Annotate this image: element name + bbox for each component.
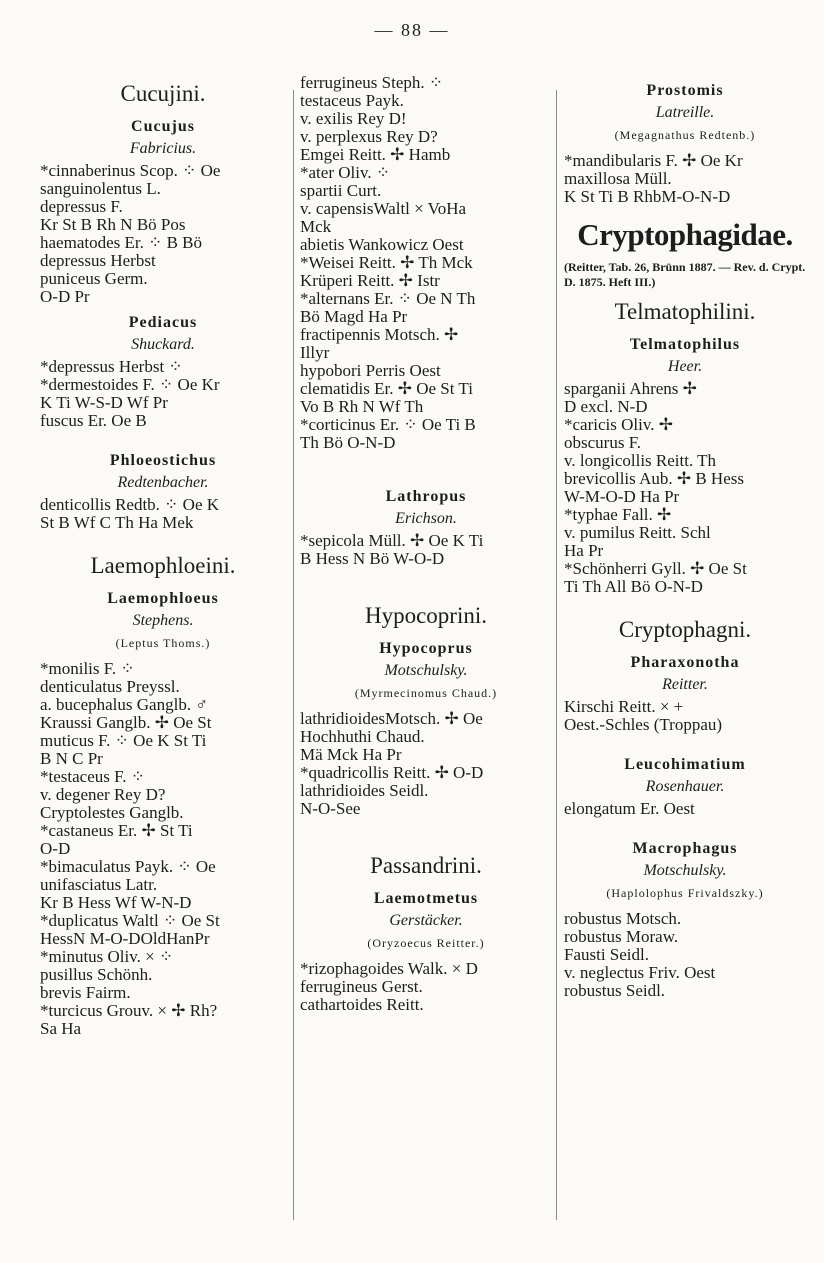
species-line: ferrugineus Steph. ⁘ — [300, 73, 444, 92]
species-line: O-D Pr — [40, 287, 90, 306]
species-line: Kr B Hess Wf W-N-D — [40, 893, 192, 912]
page-number: — 88 — — [374, 20, 450, 40]
column-rule-2 — [556, 90, 557, 1220]
genus-macrophagus: Macrophagus — [632, 840, 738, 857]
genus-leucohimatium: Leucohimatium — [624, 756, 746, 773]
species-line: maxillosa Müll. — [564, 169, 672, 188]
genus-author: Motschulsky. — [643, 862, 727, 879]
species-line: robustus Moraw. — [564, 927, 679, 946]
species-list — [564, 910, 806, 1000]
species-list — [564, 380, 806, 596]
species-line: *corticinus Er. ⁘ Oe Ti B — [300, 415, 476, 434]
species-list — [564, 800, 806, 818]
species-list — [300, 74, 552, 452]
species-line: Ti Th All Bö O-N-D — [564, 577, 703, 596]
genus-synonym: (Leptus Thoms.) — [115, 636, 211, 650]
species-list — [40, 358, 286, 430]
species-line: Illyr — [300, 343, 330, 362]
genus-author: Heer. — [667, 358, 703, 375]
species-line: Cryptolestes Ganglb. — [40, 803, 184, 822]
species-list — [564, 698, 806, 734]
genus-author: Shuckard. — [131, 336, 195, 353]
species-line: *turcicus Grouv. × ✢ Rh? — [40, 1001, 218, 1020]
genus-pediacus: Pediacus — [128, 314, 198, 331]
species-line: *testaceus F. ⁘ — [40, 767, 145, 786]
genus-synonym: (Haplolophus Frivaldszky.) — [606, 886, 764, 900]
species-line: denticollis Redtb. ⁘ Oe K — [40, 495, 220, 514]
tribe-cucujini: Cucujini. — [120, 81, 206, 106]
tribe-laemophloeini: Laemophloeini. — [90, 553, 236, 578]
species-line: Hochhuthi Chaud. — [300, 727, 425, 746]
genus-pharaxonotha: Pharaxonotha — [630, 654, 740, 671]
column-1 — [40, 74, 286, 1038]
genus-author: Redtenbacher. — [117, 474, 209, 491]
species-line: *monilis F. ⁘ — [40, 659, 135, 678]
species-line: brevicollis Aub. ✢ B Hess — [564, 469, 744, 488]
species-line: D excl. N-D — [564, 397, 648, 416]
column-rule-1 — [293, 90, 294, 1220]
family-reference: (Reitter, Tab. 26, Brünn 1887. — Rev. d. Crypt. D. 1875. Heft III.) — [564, 260, 806, 289]
species-line: *depressus Herbst ⁘ — [40, 357, 183, 376]
species-line: unifasciatus Latr. — [40, 875, 158, 894]
species-list — [564, 152, 806, 206]
species-line: *Schönherri Gyll. ✢ Oe St — [564, 559, 747, 578]
species-line: lathridioidesMotsch. ✢ Oe — [300, 709, 483, 728]
species-line: robustus Motsch. — [564, 909, 682, 928]
column-3 — [564, 74, 806, 1000]
species-line: K Ti W-S-D Wf Pr — [40, 393, 168, 412]
genus-author: Gerstäcker. — [389, 912, 463, 929]
species-line: hypobori Perris Oest — [300, 361, 441, 380]
tribe-telmatophilini: Telmatophilini. — [614, 299, 756, 324]
species-line: Ha Pr — [564, 541, 604, 560]
genus-synonym: (Megagnathus Redtenb.) — [614, 128, 756, 142]
species-line: Vo B Rh N Wf Th — [300, 397, 424, 416]
species-line: robustus Seidl. — [564, 981, 666, 1000]
genus-phloeostichus: Phloeostichus — [109, 452, 217, 469]
species-line: Th Bö O-N-D — [300, 433, 396, 452]
species-line: W-M-O-D Ha Pr — [564, 487, 680, 506]
genus-lathropus: Lathropus — [385, 488, 467, 505]
species-line: B Hess N Bö W-O-D — [300, 549, 445, 568]
species-line: obscurus F. — [564, 433, 642, 452]
column-2 — [300, 74, 552, 1014]
species-line: Emgei Reitt. ✢ Hamb — [300, 145, 451, 164]
genus-author: Reitter. — [662, 676, 708, 693]
species-line: cathartoides Reitt. — [300, 995, 424, 1014]
genus-author: Erichson. — [395, 510, 457, 527]
species-line: clematidis Er. ✢ Oe St Ti — [300, 379, 473, 398]
genus-author: Latreille. — [655, 104, 715, 121]
species-line: Fausti Seidl. — [564, 945, 650, 964]
species-line: haematodes Er. ⁘ B Bö — [40, 233, 203, 252]
species-line: K St Ti B RhbM-O-N-D — [564, 187, 731, 206]
species-line: Kirschi Reitt. × + — [564, 697, 684, 716]
species-line: pusillus Schönh. — [40, 965, 153, 984]
species-line: *quadricollis Reitt. ✢ O-D — [300, 763, 484, 782]
species-line: St B Wf C Th Ha Mek — [40, 513, 194, 532]
species-line: depressus F. — [40, 197, 123, 216]
species-line: *ater Oliv. ⁘ — [300, 163, 391, 182]
species-line: Kraussi Ganglb. ✢ Oe St — [40, 713, 212, 732]
species-line: Krüperi Reitt. ✢ Istr — [300, 271, 440, 290]
genus-hypocoprus: Hypocoprus — [379, 640, 473, 657]
species-line: Mä Mck Ha Pr — [300, 745, 402, 764]
species-line: O-D — [40, 839, 71, 858]
species-line: *sepicola Müll. ✢ Oe K Ti — [300, 531, 484, 550]
species-line: v. exilis Rey D! — [300, 109, 407, 128]
species-list — [300, 710, 552, 818]
species-line: elongatum Er. Oest — [564, 799, 695, 818]
species-line: muticus F. ⁘ Oe K St Ti — [40, 731, 207, 750]
species-line: *alternans Er. ⁘ Oe N Th — [300, 289, 476, 308]
species-list — [300, 960, 552, 1014]
species-line: v. pumilus Reitt. Schl — [564, 523, 711, 542]
tribe-passandrini: Passandrini. — [370, 853, 482, 878]
species-line: v. neglectus Friv. Oest — [564, 963, 716, 982]
species-line: v. perplexus Rey D? — [300, 127, 438, 146]
species-line: v. longicollis Reitt. Th — [564, 451, 717, 470]
species-line: lathridioides Seidl. — [300, 781, 429, 800]
species-line: fractipennis Motsch. ✢ — [300, 325, 459, 344]
genus-author: Rosenhauer. — [645, 778, 725, 795]
species-line: *bimaculatus Payk. ⁘ Oe — [40, 857, 216, 876]
genus-cucujus: Cucujus — [131, 118, 195, 135]
family-heading: Cryptophagidae. — [577, 217, 793, 252]
genus-author: Fabricius. — [129, 140, 197, 157]
tribe-hypocoprini: Hypocoprini. — [364, 603, 487, 628]
species-line: B N C Pr — [40, 749, 103, 768]
species-line: Mck — [300, 217, 332, 236]
species-line: Kr St B Rh N Bö Pos — [40, 215, 186, 234]
species-line: *castaneus Er. ✢ St Ti — [40, 821, 193, 840]
genus-prostomis: Prostomis — [646, 82, 724, 99]
species-line: puniceus Germ. — [40, 269, 148, 288]
genus-author: Stephens. — [132, 612, 194, 629]
species-line: *cinnaberinus Scop. ⁘ Oe — [40, 161, 221, 180]
species-line: Bö Magd Ha Pr — [300, 307, 408, 326]
species-line: N-O-See — [300, 799, 361, 818]
genus-telmatophilus: Telmatophilus — [629, 336, 741, 353]
species-list — [40, 660, 286, 1038]
species-list — [40, 496, 286, 532]
species-line: abietis Wankowicz Oest — [300, 235, 464, 254]
species-line: denticulatus Preyssl. — [40, 677, 180, 696]
species-line: brevis Fairm. — [40, 983, 131, 1002]
species-line: v. degener Rey D? — [40, 785, 166, 804]
species-line: sanguinolentus L. — [40, 179, 161, 198]
species-line: sparganii Ahrens ✢ — [564, 379, 697, 398]
species-list — [40, 162, 286, 306]
species-line: *duplicatus Waltl ⁘ Oe St — [40, 911, 220, 930]
tribe-cryptophagni: Cryptophagni. — [618, 617, 752, 642]
species-line: a. bucephalus Ganglb. ♂ — [40, 695, 209, 714]
species-line: *caricis Oliv. ✢ — [564, 415, 673, 434]
species-line: *Weisei Reitt. ✢ Th Mck — [300, 253, 473, 272]
species-line: testaceus Payk. — [300, 91, 404, 110]
species-line: *minutus Oliv. × ⁘ — [40, 947, 174, 966]
genus-synonym: (Myrmecinomus Chaud.) — [354, 686, 498, 700]
species-line: v. capensisWaltl × VoHa — [300, 199, 467, 218]
species-list — [300, 532, 552, 568]
species-line: depressus Herbst — [40, 251, 156, 270]
species-line: fuscus Er. Oe B — [40, 411, 147, 430]
species-line: *typhae Fall. ✢ — [564, 505, 672, 524]
genus-synonym: (Oryzoecus Reitter.) — [367, 936, 485, 950]
species-line: spartii Curt. — [300, 181, 382, 200]
genus-laemotmetus: Laemotmetus — [373, 890, 479, 907]
species-line: Sa Ha — [40, 1019, 82, 1038]
species-line: *rizophagoides Walk. × D — [300, 959, 478, 978]
species-line: HessN M-O-DOldHanPr — [40, 929, 210, 948]
genus-author: Motschulsky. — [384, 662, 468, 679]
species-line: *mandibularis F. ✢ Oe Kr — [564, 151, 743, 170]
species-line: *dermestoides F. ⁘ Oe Kr — [40, 375, 220, 394]
genus-laemophloeus: Laemophloeus — [107, 590, 219, 607]
species-line: ferrugineus Gerst. — [300, 977, 423, 996]
species-line: Oest.-Schles (Troppau) — [564, 715, 723, 734]
